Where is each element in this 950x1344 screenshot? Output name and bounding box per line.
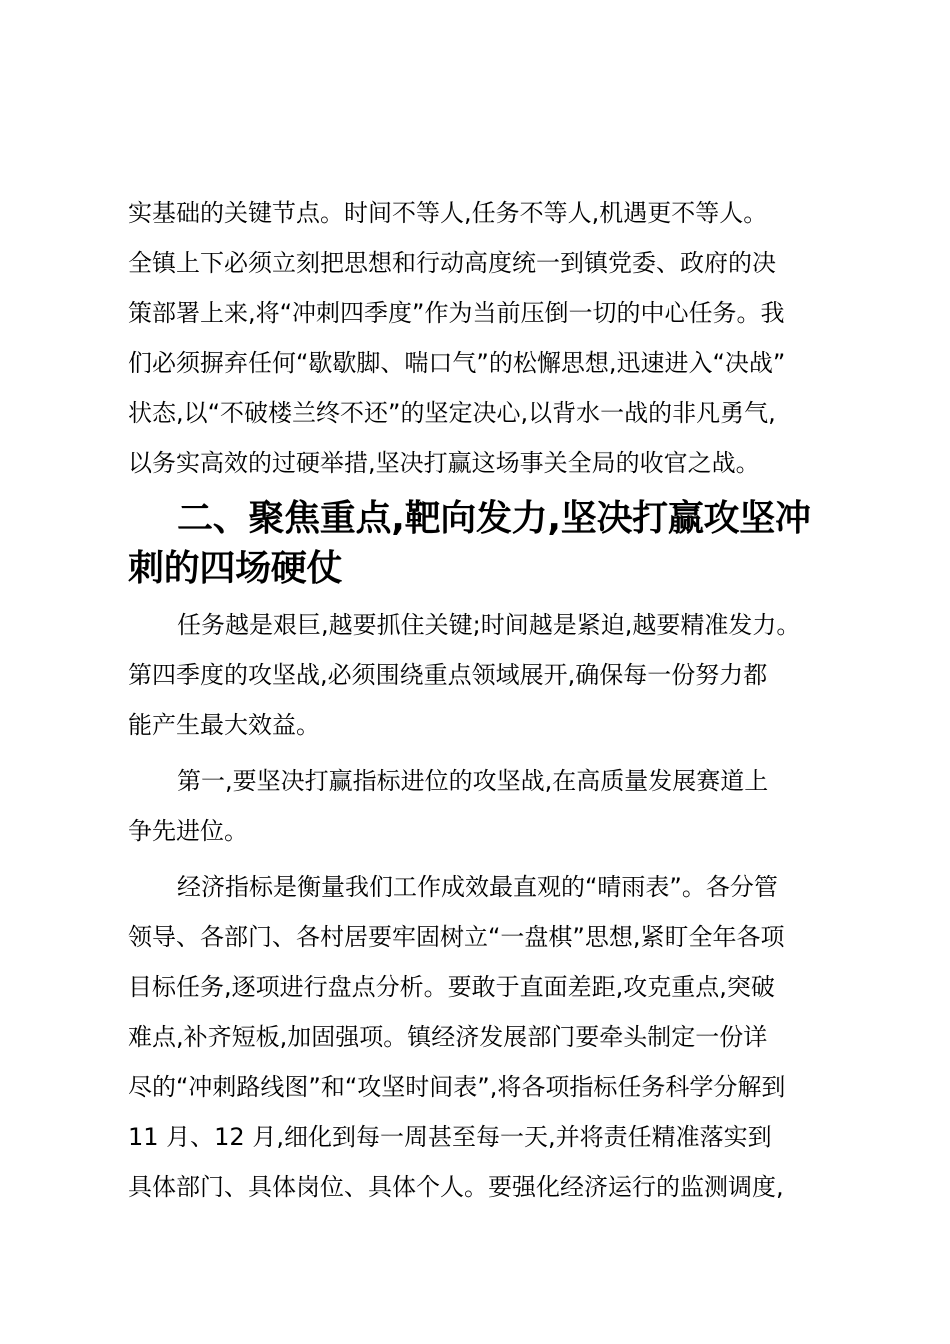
text-line: 们必须摒弃任何“歇歇脚、喘口气”的松懈思想,迅速进入“决战” (128, 349, 786, 377)
paragraph-first-point (128, 756, 818, 856)
document-page (128, 188, 818, 1212)
paragraph-intro-continuation (128, 188, 818, 488)
paragraph-key-focus (128, 600, 818, 750)
text-line: 领导、各部门、各村居要牢固树立“一盘棋”思想,紧盯全年各项 (128, 923, 785, 951)
text-line: 任务越是艰巨,越要抓住关键;时间越是紧迫,越要精准发力。 (177, 611, 801, 639)
section-heading: 二、聚焦重点,靶向发力,坚决打赢攻坚冲刺的四场硬仗 (128, 498, 811, 589)
text-line: 争先进位。 (128, 817, 248, 845)
text-line: 第一,要坚决打赢指标进位的攻坚战,在高质量发展赛道上 (177, 767, 769, 795)
text-line: 状态,以“不破楼兰终不还”的坚定决心,以背水一战的非凡勇气, (128, 399, 776, 427)
text-line: 11 月、12 月,细化到每一周甚至每一天,并将责任精准落实到 (128, 1123, 772, 1151)
text-line: 能产生最大效益。 (128, 711, 320, 739)
text-line: 具体部门、具体岗位、具体个人。要强化经济运行的监测调度, (128, 1173, 784, 1201)
text-line: 策部署上来,将“冲刺四季度”作为当前压倒一切的中心任务。我 (128, 299, 785, 327)
text-line: 实基础的关键节点。时间不等人,任务不等人,机遇更不等人。 (128, 199, 768, 227)
text-line: 以务实高效的过硬举措,坚决打赢这场事关全局的收官之战。 (128, 449, 760, 477)
text-line: 经济指标是衡量我们工作成效最直观的“晴雨表”。各分管 (177, 873, 778, 901)
text-line: 尽的“冲刺路线图”和“攻坚时间表”,将各项指标任务科学分解到 (128, 1073, 786, 1101)
text-line: 目标任务,逐项进行盘点分析。要敢于直面差距,攻克重点,突破 (128, 973, 775, 1001)
text-line: 全镇上下必须立刻把思想和行动高度统一到镇党委、政府的决 (128, 249, 776, 277)
paragraph-economic-indicators (128, 862, 818, 1212)
text-line: 第四季度的攻坚战,必须围绕重点领域展开,确保每一份努力都 (128, 661, 768, 689)
text-line: 难点,补齐短板,加固强项。镇经济发展部门要牵头制定一份详 (128, 1023, 768, 1051)
